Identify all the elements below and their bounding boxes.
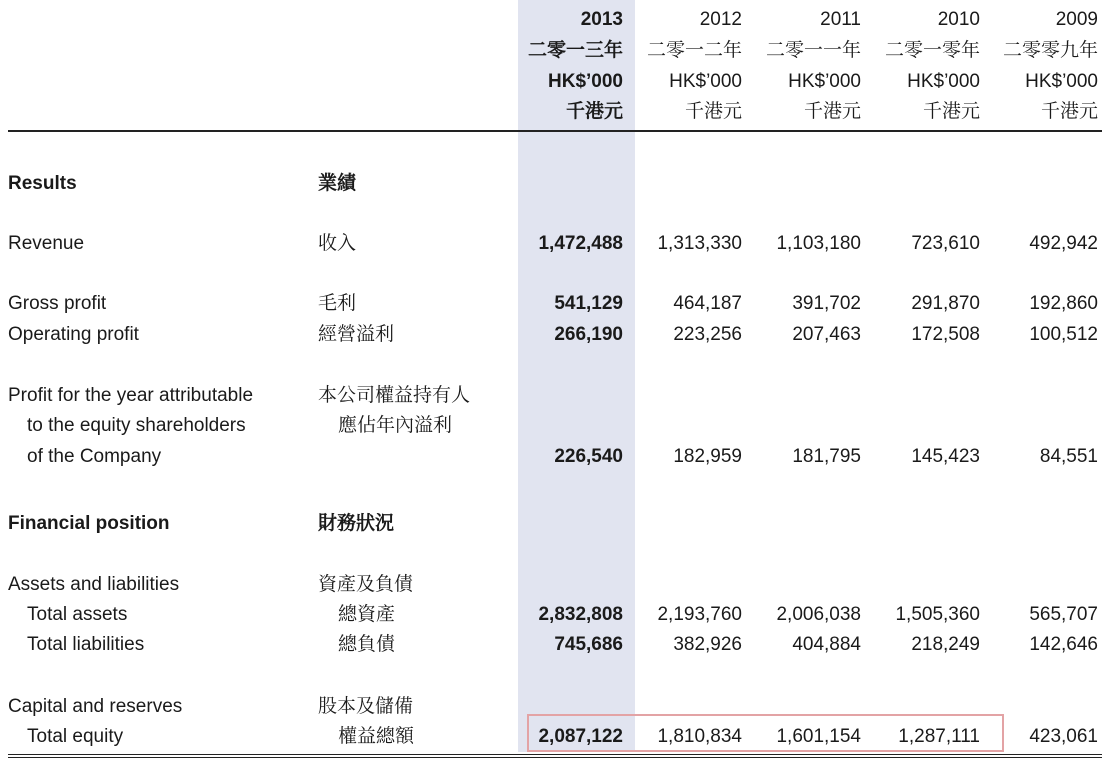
value-2009: 565,707 [1029, 604, 1098, 625]
row-label: Total liabilities [27, 634, 145, 655]
column-year-chinese: 二零一一年 [765, 40, 861, 61]
row-label-chinese: 總負債 [338, 634, 396, 655]
column-unit: HK$’000 [788, 71, 861, 92]
row-label-chinese: 權益總額 [338, 726, 415, 747]
row-label: Revenue [8, 233, 85, 254]
row-label-chinese-line-1: 本公司權益持有人 [318, 385, 471, 406]
column-unit: HK$’000 [548, 71, 623, 92]
value-2010: 291,870 [911, 293, 980, 314]
value-2012: 464,187 [673, 293, 742, 314]
column-year: 2012 [699, 9, 742, 30]
column-unit-chinese: 千港元 [922, 101, 980, 122]
row-label: Total assets [27, 604, 128, 625]
column-unit: HK$’000 [1025, 71, 1098, 92]
row-label-chinese-line-2: 應佔年內溢利 [338, 415, 453, 436]
row-label: Operating profit [8, 324, 139, 345]
value-2013: 2,087,122 [538, 726, 623, 747]
value-2011: 2,006,038 [776, 604, 861, 625]
value-2009: 100,512 [1029, 324, 1098, 345]
value-2010: 723,610 [911, 233, 980, 254]
selection-highlight-box [527, 714, 1004, 752]
table-bottom-double-rule [8, 757, 1102, 758]
row-label-line-2: to the equity shareholders [27, 415, 246, 436]
column-year: 2009 [1055, 9, 1098, 30]
value-2011: 207,463 [792, 324, 861, 345]
value-2012: 1,810,834 [657, 726, 742, 747]
subsection-title-assets-liabilities-chinese: 資產及負債 [318, 574, 414, 595]
column-year-chinese: 二零一二年 [646, 40, 742, 61]
column-unit-chinese: 千港元 [565, 101, 623, 122]
column-year: 2010 [937, 9, 980, 30]
value-2011: 1,103,180 [776, 233, 861, 254]
value-2011: 391,702 [792, 293, 861, 314]
row-label-chinese: 總資產 [338, 604, 396, 625]
subsection-title-capital-reserves-chinese: 股本及儲備 [318, 696, 414, 717]
value-2009: 423,061 [1029, 726, 1098, 747]
value-2010: 172,508 [911, 324, 980, 345]
value-2011: 1,601,154 [776, 726, 861, 747]
subsection-title-assets-liabilities: Assets and liabilities [8, 574, 180, 595]
section-title-financial-position: Financial position [8, 513, 170, 534]
value-2013: 2,832,808 [538, 604, 623, 625]
value-2013: 1,472,488 [538, 233, 623, 254]
value-2009: 84,551 [1039, 446, 1098, 467]
column-year: 2013 [580, 9, 623, 30]
column-year: 2011 [820, 9, 861, 30]
column-year-chinese: 二零一三年 [527, 40, 623, 61]
value-2012: 2,193,760 [657, 604, 742, 625]
column-unit: HK$’000 [907, 71, 980, 92]
column-unit: HK$’000 [669, 71, 742, 92]
header-rule [8, 130, 1102, 132]
value-2012: 1,313,330 [657, 233, 742, 254]
row-label: Total equity [27, 726, 124, 747]
subsection-title-capital-reserves: Capital and reserves [8, 696, 183, 717]
row-label-chinese: 毛利 [318, 293, 357, 314]
row-label-line-1: Profit for the year attributable [8, 385, 254, 406]
value-2010: 218,249 [911, 634, 980, 655]
value-2013: 745,686 [554, 634, 623, 655]
row-label-chinese: 收入 [318, 233, 357, 254]
value-2012: 223,256 [673, 324, 742, 345]
table-bottom-rule [8, 754, 1102, 755]
column-unit-chinese: 千港元 [684, 101, 742, 122]
section-title-results-chinese: 業績 [318, 173, 357, 194]
value-2011: 404,884 [792, 634, 861, 655]
value-2009: 492,942 [1029, 233, 1098, 254]
row-label-line-3: of the Company [27, 446, 162, 467]
value-2013: 541,129 [554, 293, 623, 314]
column-year-chinese: 二零一零年 [884, 40, 980, 61]
value-2011: 181,795 [792, 446, 861, 467]
value-2009: 142,646 [1029, 634, 1098, 655]
value-2009: 192,860 [1029, 293, 1098, 314]
value-2012: 382,926 [673, 634, 742, 655]
value-2010: 145,423 [911, 446, 980, 467]
value-2010: 1,505,360 [895, 604, 980, 625]
row-label: Gross profit [8, 293, 107, 314]
row-label-chinese: 經營溢利 [318, 324, 395, 345]
column-unit-chinese: 千港元 [803, 101, 861, 122]
value-2013: 226,540 [554, 446, 623, 467]
section-title-results: Results [8, 173, 77, 194]
value-2013: 266,190 [554, 324, 623, 345]
value-2012: 182,959 [673, 446, 742, 467]
section-title-financial-position-chinese: 財務狀況 [318, 513, 395, 534]
column-year-chinese: 二零零九年 [1002, 40, 1098, 61]
value-2010: 1,287,111 [898, 726, 980, 747]
column-unit-chinese: 千港元 [1040, 101, 1098, 122]
